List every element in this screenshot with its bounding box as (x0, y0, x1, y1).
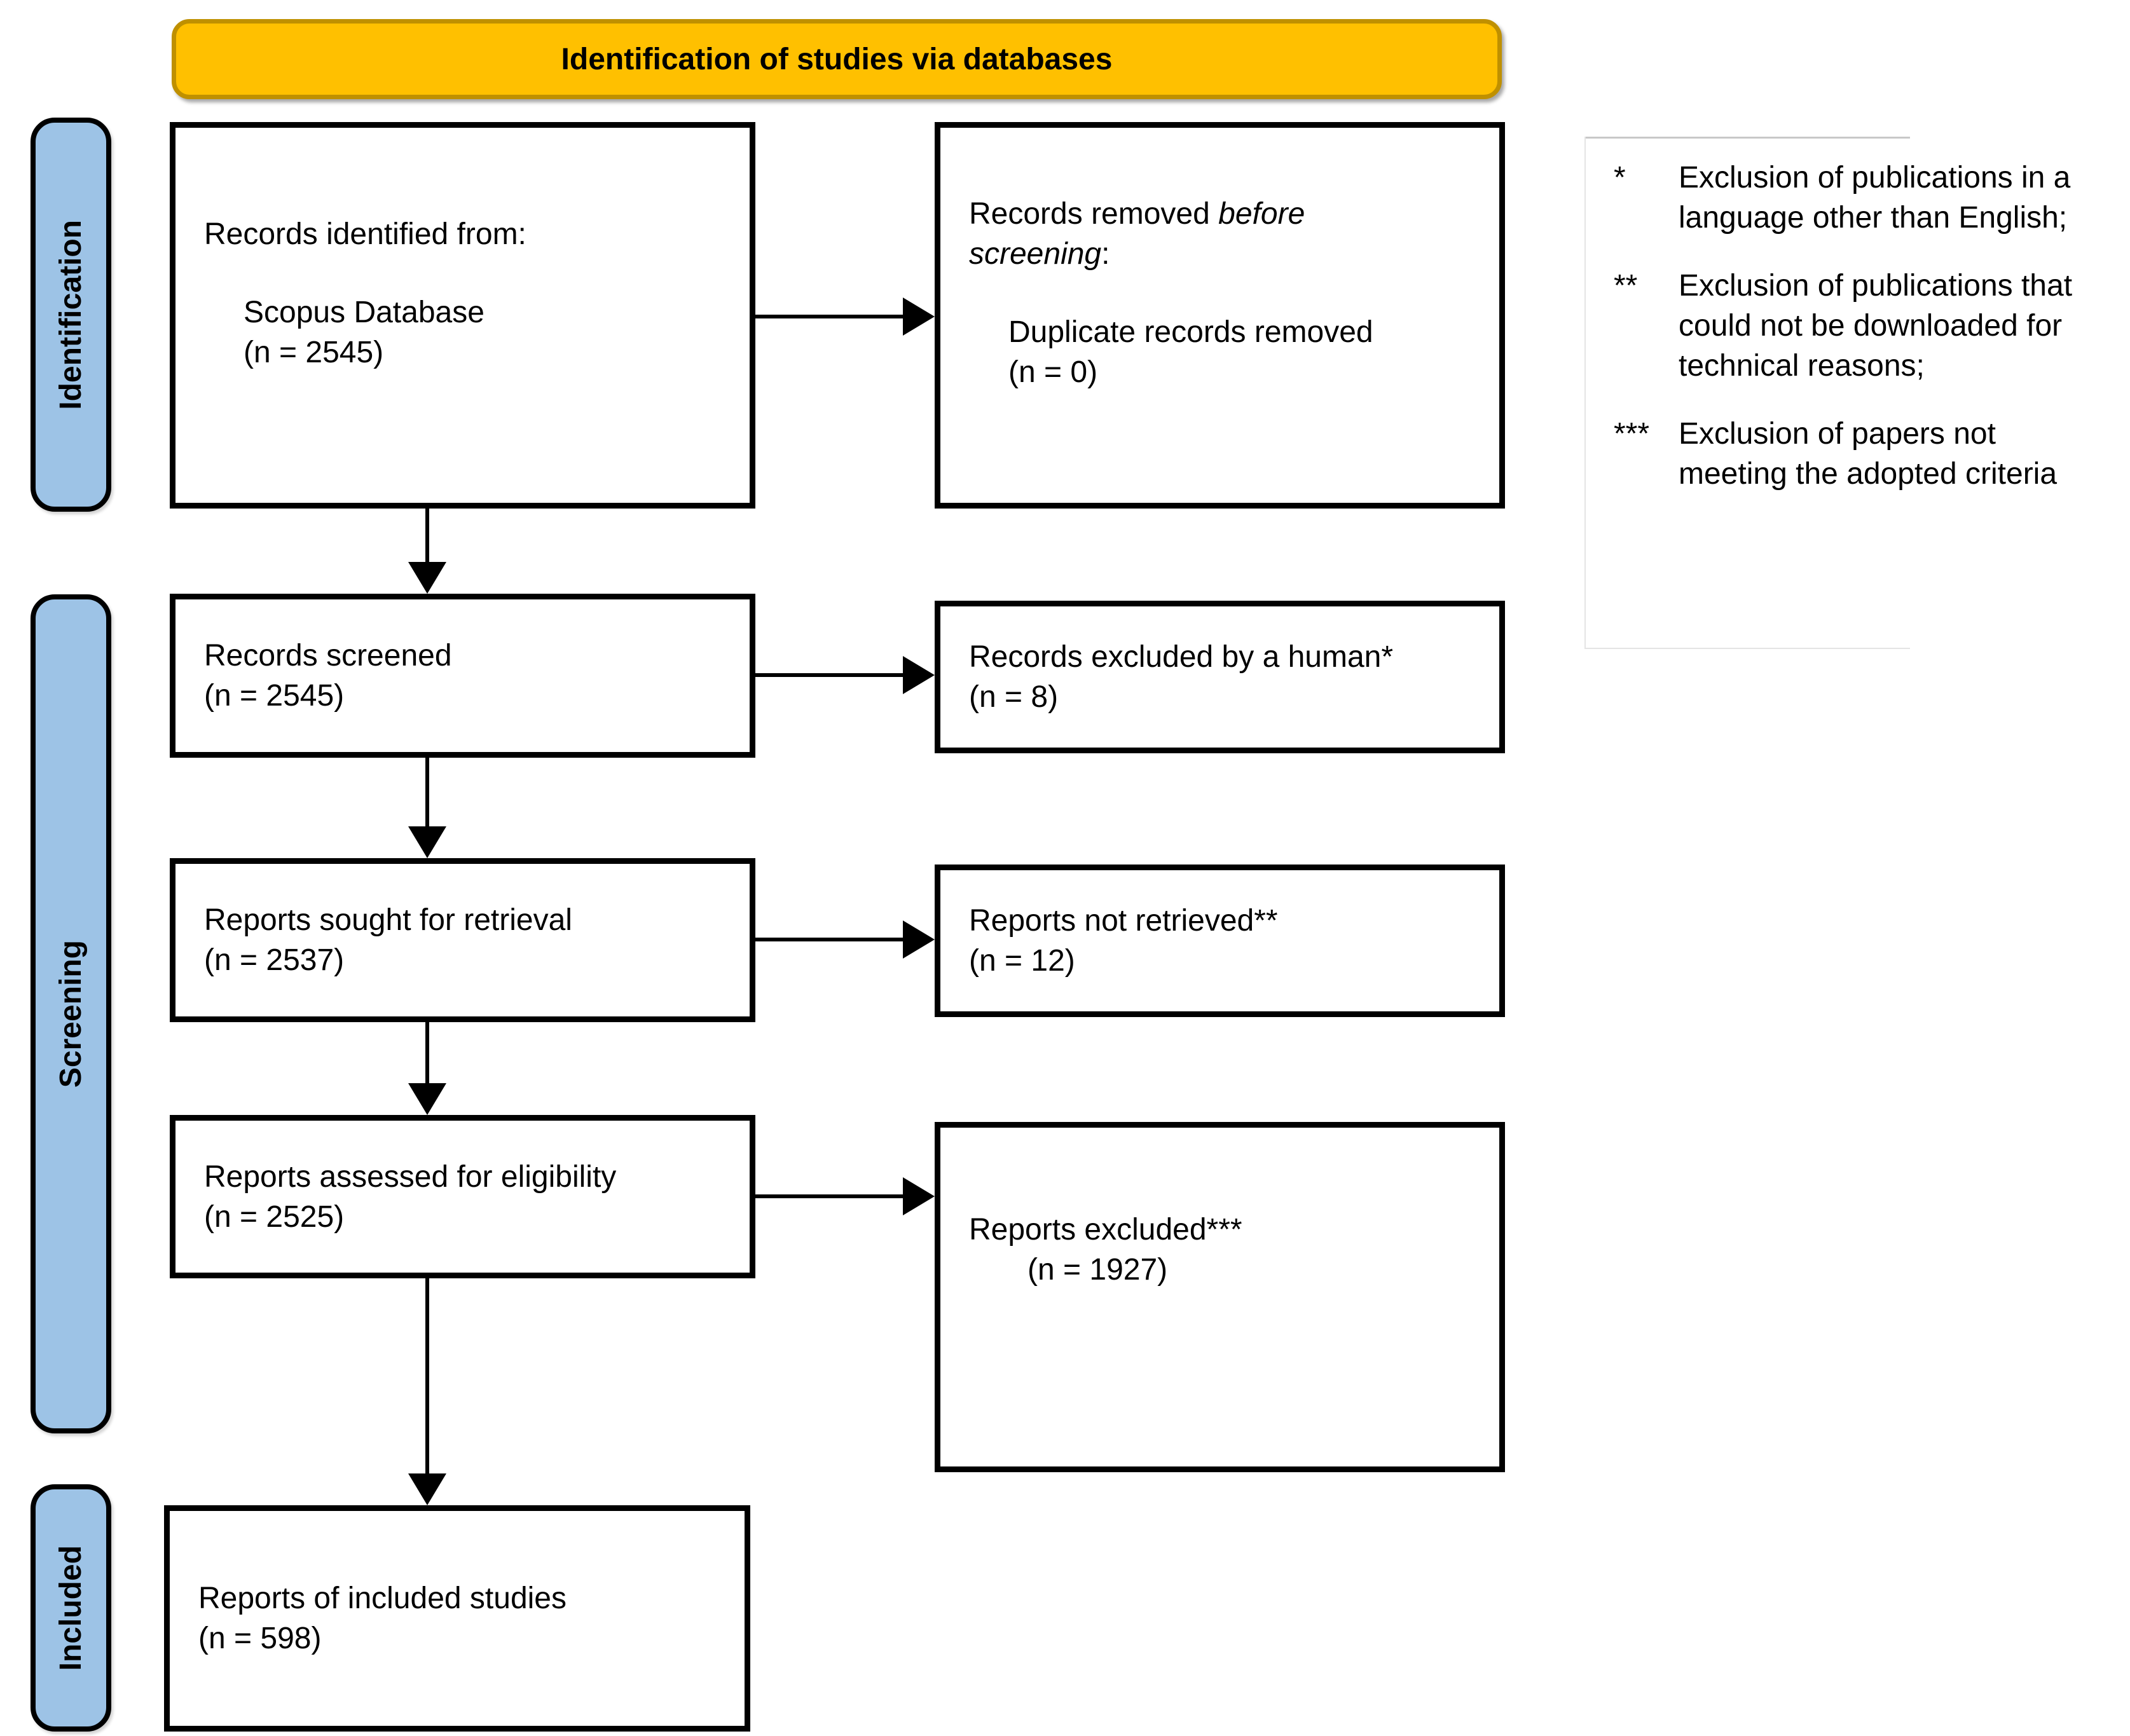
arrow-screened-to-excluded (755, 656, 935, 694)
banner (172, 19, 1502, 99)
arrow-shaft (425, 1022, 429, 1087)
arrow-shaft (755, 673, 907, 677)
box-source: Scopus Database (244, 295, 484, 329)
box-records-identified (170, 122, 755, 509)
footnote-divider-top (1584, 137, 1910, 139)
arrow-head-icon (903, 1177, 935, 1215)
box-reports-sought (170, 858, 755, 1022)
box-title: Reports sought for retrieval (204, 903, 572, 937)
box-count: (n = 1927) (1027, 1252, 1168, 1287)
box-count: (n = 2545) (244, 335, 384, 369)
arrow-assessed-to-included (408, 1278, 446, 1505)
box-count: (n = 598) (198, 1622, 322, 1655)
stage-pill-identification (31, 118, 111, 512)
box-reports-not-retrieved (935, 865, 1505, 1017)
box-detail: Duplicate records removed (1008, 315, 1373, 349)
box-title: Reports not retrieved** (969, 904, 1278, 938)
stage-label-identification: Identification (54, 219, 88, 410)
footnote-3 (1614, 414, 2130, 494)
arrow-head-icon (408, 1473, 446, 1505)
arrow-shaft (755, 1194, 907, 1198)
spacer (969, 274, 1489, 312)
arrow-identified-to-screened (408, 507, 446, 594)
arrow-identified-to-removed (755, 297, 935, 336)
arrow-shaft (755, 315, 907, 318)
footnote-1 (1614, 158, 2130, 238)
box-title-line1: Records removed before (969, 197, 1305, 231)
footnote-marker: * (1614, 161, 1626, 195)
spacer (204, 254, 739, 292)
arrow-shaft (755, 938, 907, 941)
box-title: Reports assessed for eligibility (204, 1159, 617, 1194)
box-records-excluded-human (935, 601, 1505, 753)
arrow-head-icon (408, 826, 446, 858)
arrow-head-icon (903, 656, 935, 694)
box-count: (n = 2537) (204, 943, 345, 977)
footnote-marker: ** (1614, 269, 1638, 303)
box-records-removed (935, 122, 1505, 509)
footnote-text: Exclusion of publications that could not be downloaded for technical reasons; (1679, 269, 2073, 383)
box-reports-included (164, 1505, 750, 1732)
footnote-divider-bottom (1584, 648, 1910, 649)
stage-label-included: Included (54, 1545, 88, 1671)
box-title: Records screened (204, 639, 452, 673)
stage-pill-included (31, 1484, 111, 1732)
box-title: Records identified from: (204, 217, 526, 251)
box-count: (n = 0) (1008, 355, 1098, 389)
arrow-head-icon (408, 1083, 446, 1115)
footnote-marker: *** (1614, 417, 1650, 451)
footnote-text: Exclusion of papers not meeting the adopted criteria (1679, 417, 2058, 491)
footnotes (1614, 158, 2130, 522)
arrow-head-icon (903, 920, 935, 959)
box-count: (n = 2545) (204, 679, 345, 713)
box-reports-excluded (935, 1122, 1505, 1472)
banner-title: Identification of studies via databases (561, 42, 1113, 76)
box-count: (n = 8) (969, 680, 1059, 714)
footnote-divider-left (1584, 137, 1586, 649)
box-reports-assessed (170, 1115, 755, 1278)
arrow-sought-to-not-retrieved (755, 920, 935, 959)
arrow-head-icon (903, 297, 935, 336)
box-title: Reports of included studies (198, 1582, 567, 1615)
box-title-line2: screening: (969, 237, 1110, 271)
box-title: Records excluded by a human* (969, 640, 1394, 674)
box-title: Reports excluded*** (969, 1212, 1242, 1247)
arrow-shaft (425, 507, 429, 566)
arrow-screened-to-sought (408, 756, 446, 858)
arrow-head-icon (408, 562, 446, 594)
stage-pill-screening (31, 594, 111, 1433)
box-records-screened (170, 594, 755, 758)
footnote-2 (1614, 266, 2130, 386)
box-count: (n = 12) (969, 944, 1075, 978)
arrow-assessed-to-reports-excluded (755, 1177, 935, 1215)
box-count: (n = 2525) (204, 1199, 345, 1234)
arrow-shaft (425, 1278, 429, 1477)
arrow-shaft (425, 756, 429, 830)
footnote-text: Exclusion of publications in a language other than English; (1679, 161, 2071, 235)
stage-label-screening: Screening (54, 940, 88, 1088)
arrow-sought-to-assessed (408, 1022, 446, 1115)
